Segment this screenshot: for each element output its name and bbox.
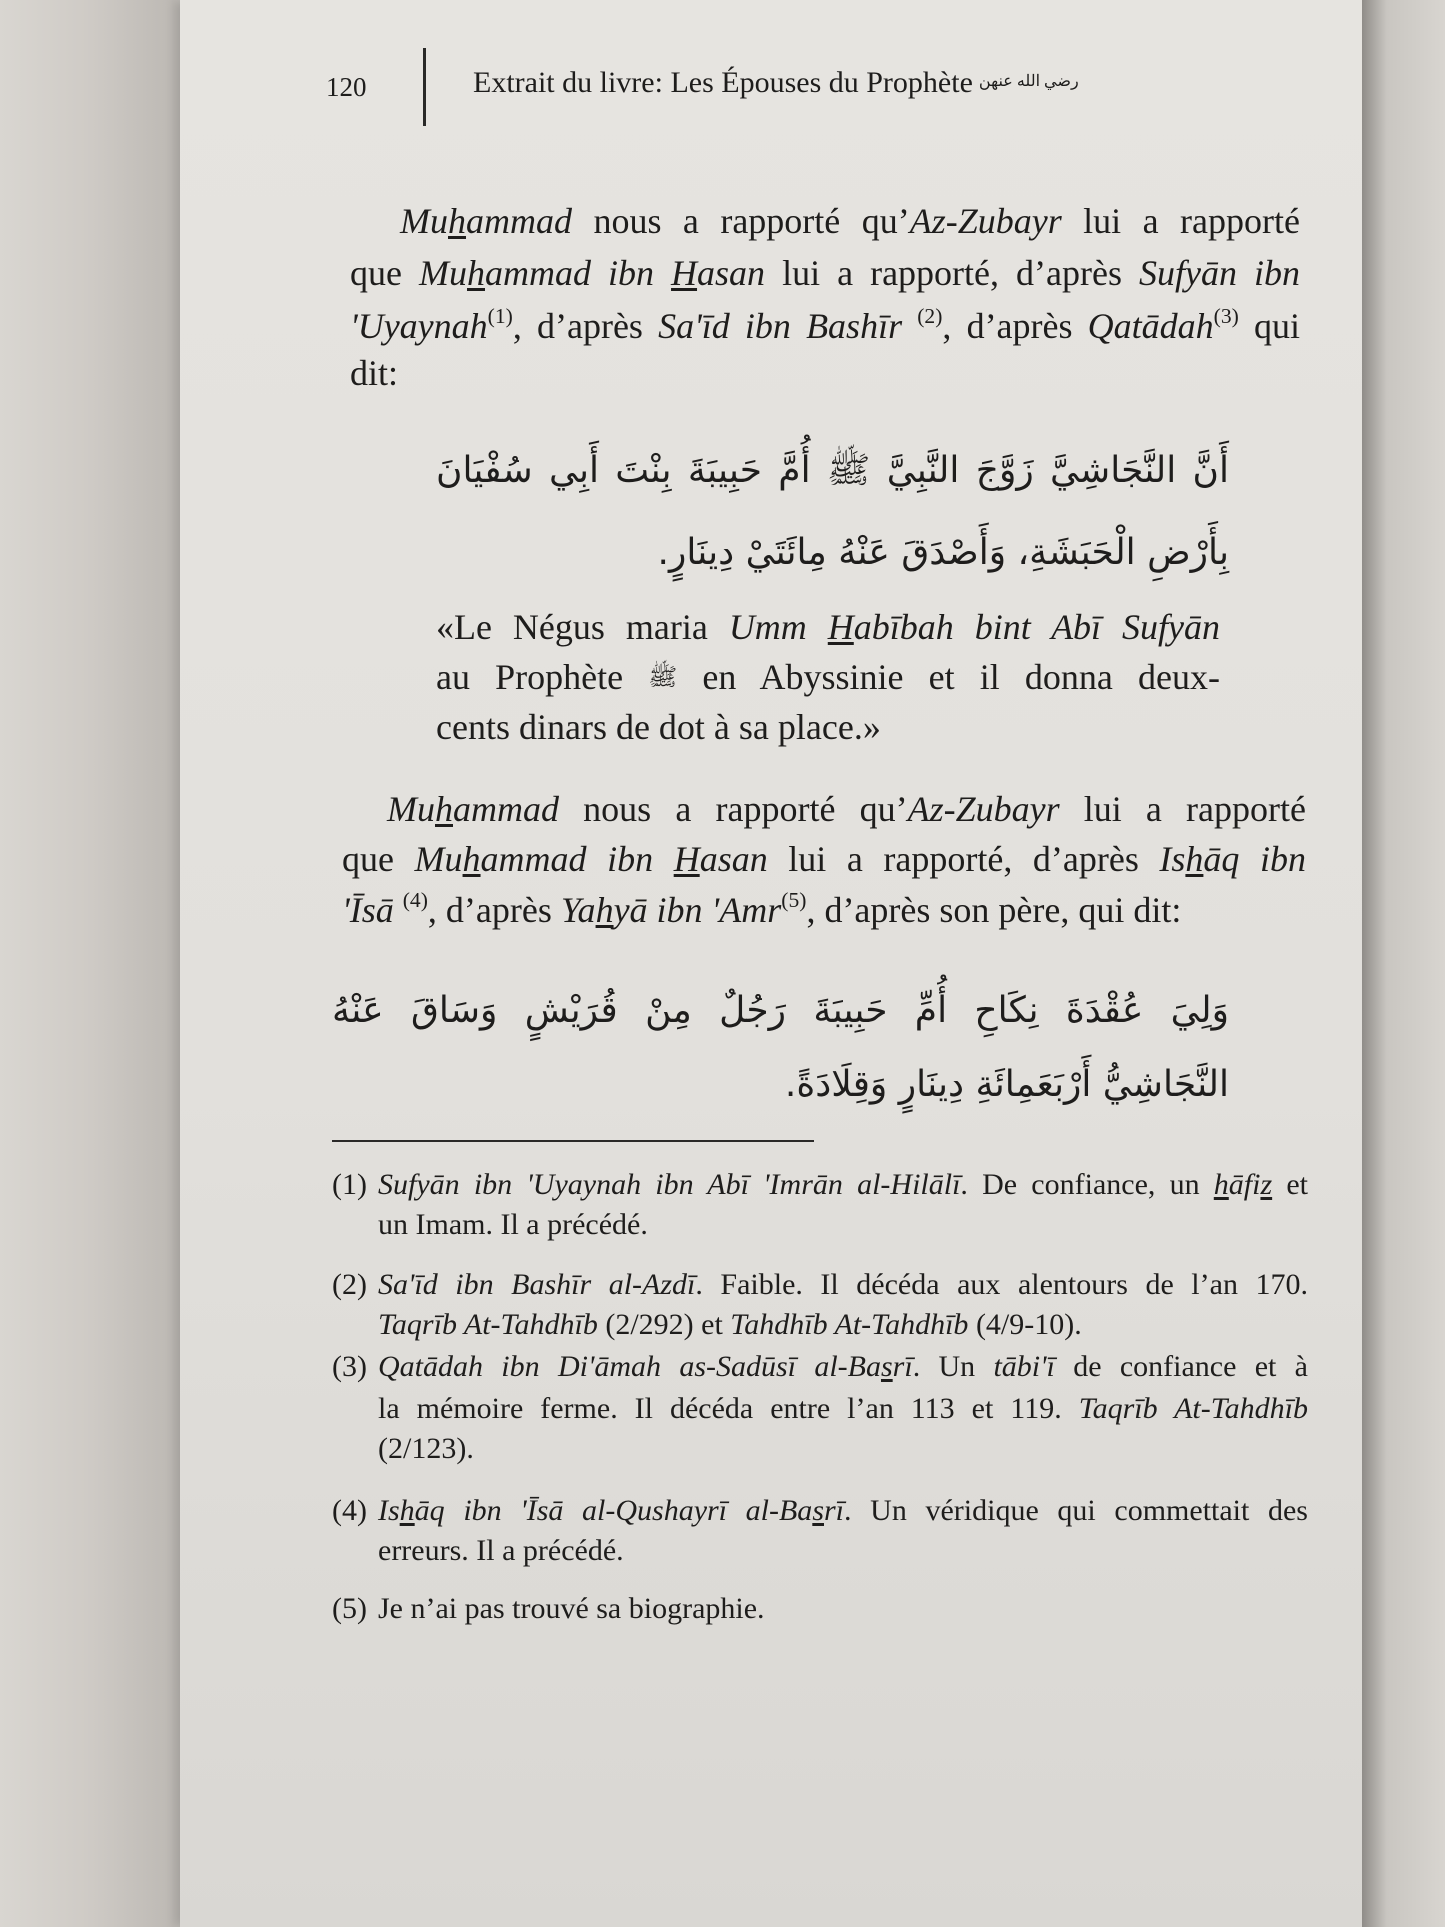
text-segment: Sa'īd ibn Bashīr al-Azdī [378,1268,696,1301]
arabic-hadith-line: وَلِيَ عُقْدَةَ نِكَاحِ أُمِّ حَبِيبَةَ رَجُلٌ مِنْ قُرَيْشٍ وَسَاقَ عَنْهُ [332,990,1229,1031]
honorific-seal: ﷺ [648,663,678,691]
text-line [378,1168,1308,1202]
footnote-number: (5) [332,1592,367,1625]
text-segment: «Le Négus maria [436,607,729,647]
text-segment: Sa'īd ibn Bashīr [658,306,918,347]
text-segment: rī [824,1494,845,1527]
text-segment: la mémoire ferme. Il décéda entre l’an 113 et 119. [378,1392,1079,1425]
footnote-ref: (1) [487,304,513,328]
footnote-ref: (4) [402,888,428,912]
text-line [436,706,1220,748]
text-segment: asan [699,839,768,879]
text-line [378,1494,1308,1528]
text-segment: de confiance et à [1054,1350,1308,1383]
text-line [378,1350,1308,1384]
text-segment: h [1185,839,1204,879]
footnote-number: (3) [332,1350,367,1383]
text-segment: cents dinars de dot à sa place.» [436,707,881,747]
text-segment: s [812,1494,824,1527]
footnote-number: (1) [332,1168,367,1201]
text-segment: , d’après [427,890,561,931]
text-segment: nous a rapporté qu’ [559,789,908,829]
text-segment: āfi [1228,1168,1261,1201]
text-segment: ammad [466,201,572,241]
text-segment: Az-Zubayr [909,201,1062,241]
text-segment: 'Uyaynah [350,306,488,347]
text-segment: ammad [453,789,559,829]
footnote-ref: (5) [781,888,807,912]
text-line [378,1392,1308,1426]
text-line [436,656,1220,698]
text-segment: rī [892,1350,913,1383]
text-segment: Mu [419,253,467,293]
running-title [473,66,1079,100]
text-segment: h [399,1494,415,1527]
text-segment: (4/9-10). [968,1308,1082,1341]
footnote-number: (2) [332,1268,367,1301]
text-segment: , d’après [942,306,1088,347]
text-segment: Ya [560,890,596,931]
text-segment: Qatādah ibn Di'āmah as-Sadūsī al-Ba [378,1350,881,1383]
text-line [350,252,1300,294]
text-segment: h [448,201,466,241]
text-segment: yā ibn 'Amr [613,890,782,931]
text-segment: tābi'ī [993,1350,1055,1383]
text-segment: (2/123). [378,1432,474,1465]
arabic-hadith-line: أَنَّ النَّجَاشِيَّ زَوَّجَ النَّبِيَّ ﷺ أُمَّ حَبِيبَةَ بِنْتَ أَبِي سُفْيَانَ [436,450,1229,491]
text-segment: Taqrīb At-Tahdhīb [378,1308,598,1341]
text-segment: s [880,1350,893,1383]
text-segment: . Faible. Il décéda aux alentours de l’an 170. [695,1268,1308,1301]
text-segment: dit: [350,353,399,393]
footnote-ref: (3) [1213,304,1239,328]
page-number: 120 [326,72,367,102]
text-segment: Is [378,1494,400,1527]
text-segment: que [342,839,415,879]
text-segment: Mu [400,201,448,241]
text-segment: Sufyān ibn 'Uyaynah ibn Abī 'Imrān al-Hilālī [378,1168,961,1201]
text-segment: un Imam. Il a précédé. [378,1208,648,1241]
text-segment: h [467,253,485,293]
text-segment: , d’après son père, qui dit: [806,890,1182,931]
running-title-text: Extrait du livre: Les Épouses du Prophète [473,66,973,99]
text-segment: lui a rapporté [1059,789,1306,829]
text-segment: h [1213,1168,1229,1201]
text-segment: . Un véridique qui commettait des [844,1494,1308,1527]
text-segment: Is [1159,839,1186,879]
arabic-hadith-line: النَّجَاشِيُّ أَرْبَعَمِائَةِ دِينَارٍ وَقِلَادَةً. [784,1064,1229,1105]
text-segment: h [435,789,453,829]
next-page-edge [1362,0,1445,1927]
text-segment: en Abyssinie et il donna deux- [677,657,1220,697]
arabic-hadith-line: بِأَرْضِ الْحَبَشَةِ، وَأَصْدَقَ عَنْهُ مِائَتَيْ دِينَارٍ. [657,532,1229,573]
text-segment: ammad ibn [480,839,674,879]
text-segment: z [1260,1168,1273,1201]
text-segment: Qatādah [1087,306,1214,347]
text-segment: āq ibn 'Īsā al-Qushayrī al-Ba [414,1494,813,1527]
text-segment: 'Īsā [342,890,403,931]
text-segment: , d’après [512,306,659,347]
text-segment: H [827,607,854,647]
text-segment: qui [1238,306,1300,347]
text-line [378,1208,1308,1242]
text-segment: . Un [912,1350,994,1383]
text-segment: asan [697,253,766,293]
text-segment: Tahdhīb At-Tahdhīb [730,1308,969,1341]
text-segment: nous a rapporté qu’ [572,201,910,241]
text-line [342,888,1306,931]
text-segment: Sufyān ibn [1139,253,1300,293]
footnote-ref: (2) [917,304,943,328]
text-line [378,1534,1308,1568]
footnote-rule [332,1140,814,1142]
text-segment: lui a rapporté, d’après [765,253,1139,293]
text-line [378,1268,1308,1302]
text-line [436,606,1220,648]
text-segment: Mu [414,839,463,879]
text-line [350,304,1300,347]
text-segment: H [671,253,698,293]
text-segment: . De confiance, un [960,1168,1214,1201]
text-segment: Az-Zubayr [907,789,1060,829]
text-line [400,200,1300,242]
text-segment: Mu [387,789,435,829]
text-segment: lui a rapporté [1061,201,1300,241]
text-segment: Umm [728,607,828,647]
honorific-seal: رضي الله عنهن [978,73,1079,90]
text-segment: h [462,839,481,879]
text-segment: et [1272,1168,1308,1201]
footnote-number: (4) [332,1494,367,1527]
text-segment: h [595,890,614,931]
text-line [378,1308,1308,1342]
text-segment: (2/292) et [597,1308,731,1341]
text-segment: āq ibn [1203,839,1306,879]
text-segment: abībah bint Abī Sufyān [853,607,1221,647]
text-line [350,352,1300,394]
text-line [342,838,1306,880]
text-segment: lui a rapporté, d’après [767,839,1160,879]
text-segment: erreurs. Il a précédé. [378,1534,624,1567]
text-line [378,1592,1308,1626]
header-divider [423,48,426,126]
text-line [378,1432,1308,1466]
text-segment: H [673,839,700,879]
text-line [387,788,1306,830]
text-segment: Je n’ai pas trouvé sa biographie. [378,1592,765,1625]
text-segment: ammad ibn [485,253,672,293]
text-segment: Taqrīb At-Tahdhīb [1078,1392,1308,1425]
text-segment: au Prophète [436,657,649,697]
text-segment: que [350,253,419,293]
